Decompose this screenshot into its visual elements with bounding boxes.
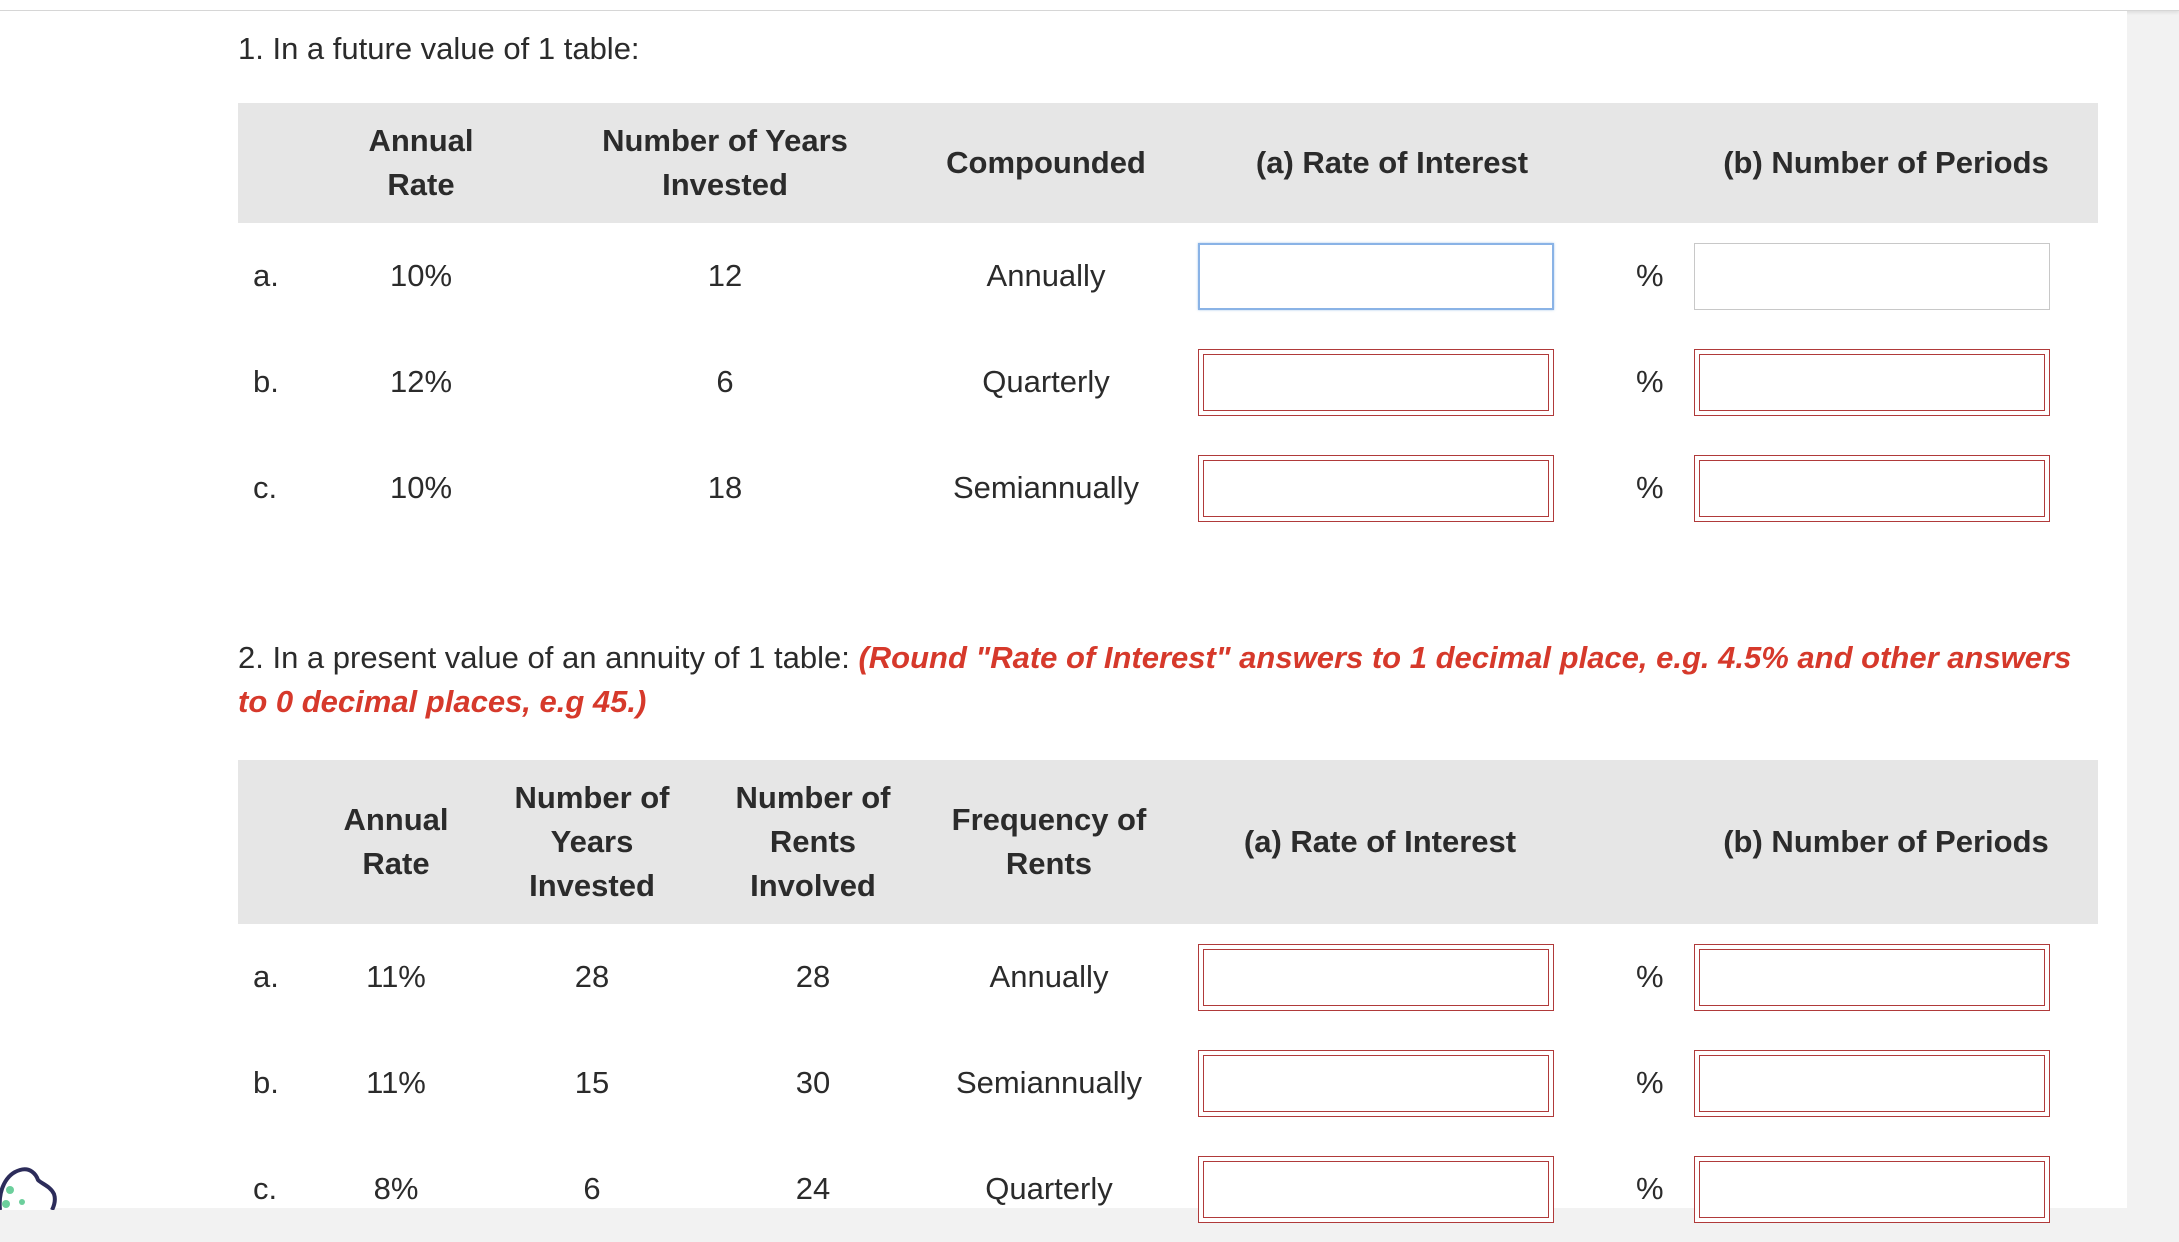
table-row	[238, 924, 2098, 1030]
compounded-value: Semiannually	[952, 470, 1140, 505]
percent-sign: %	[1636, 1065, 1664, 1100]
rate-of-interest-input[interactable]	[1198, 455, 1554, 522]
question-2-text: 2. In a present value of an annuity of 1 table:	[238, 640, 850, 675]
number-of-periods-input[interactable]	[1694, 349, 2050, 416]
annual-rate-value: 10%	[389, 258, 453, 293]
row-letter: c.	[253, 470, 278, 505]
question-1-title: 1. In a future value of 1 table:	[238, 31, 640, 66]
rate-of-interest-input[interactable]	[1198, 243, 1554, 310]
number-of-periods-input[interactable]	[1694, 1050, 2050, 1117]
frequency-value: Quarterly	[985, 1171, 1113, 1206]
question-2-title	[238, 636, 2088, 724]
top-bar	[0, 0, 2179, 11]
header-blank	[238, 103, 298, 223]
row-letter: c.	[253, 1171, 278, 1206]
compounded-value: Quarterly	[982, 364, 1110, 399]
rounding-instructions: (Round "Rate of Interest" answers to 1 decimal place, e.g. 4.5% and other answers to 0 decimal places, e.g 45.)	[238, 640, 2072, 719]
years-value: 6	[583, 1171, 601, 1206]
question-page	[0, 11, 2127, 1208]
future-value-table	[238, 103, 2098, 541]
header-rate-of-interest: (a) Rate of Interest	[1162, 760, 1598, 924]
years-value: 6	[716, 364, 734, 399]
number-of-periods-input[interactable]	[1694, 1156, 2050, 1223]
years-value: 15	[574, 1065, 610, 1100]
header-number-of-periods: (b) Number of Periods	[1674, 760, 2098, 924]
table-row	[238, 329, 2098, 435]
table-row	[238, 1136, 2098, 1242]
table-header-row	[238, 760, 2098, 924]
rents-value: 24	[795, 1171, 831, 1206]
header-frequency-of-rents: Frequency of Rents	[936, 760, 1162, 924]
table-header-row	[238, 103, 2098, 223]
header-number-of-periods: (b) Number of Periods	[1674, 103, 2098, 223]
frequency-value: Annually	[989, 959, 1109, 994]
header-rents-involved: Number of Rents Involved	[690, 760, 936, 924]
rate-of-interest-input[interactable]	[1198, 1156, 1554, 1223]
rents-value: 30	[795, 1065, 831, 1100]
number-of-periods-input[interactable]	[1694, 944, 2050, 1011]
annual-rate-value: 11%	[366, 959, 426, 994]
header-rate-of-interest: (a) Rate of Interest	[1186, 103, 1598, 223]
header-pct-spacer	[1598, 103, 1674, 223]
percent-sign: %	[1636, 959, 1664, 994]
table-row	[238, 1030, 2098, 1136]
header-blank	[238, 760, 298, 924]
row-letter: a.	[253, 959, 279, 994]
annual-rate-value: 8%	[373, 1171, 419, 1206]
percent-sign: %	[1636, 470, 1664, 505]
frequency-value: Semiannually	[955, 1065, 1143, 1100]
table-row	[238, 435, 2098, 541]
header-pct-spacer	[1598, 760, 1674, 924]
percent-sign: %	[1636, 1171, 1664, 1206]
row-letter: b.	[253, 1065, 279, 1100]
header-annual-rate: Annual Rate	[298, 103, 544, 223]
rents-value: 28	[795, 959, 831, 994]
header-years-invested: Number of Years Invested	[544, 103, 906, 223]
row-letter: a.	[253, 258, 279, 293]
annual-rate-value: 12%	[389, 364, 453, 399]
years-value: 18	[707, 470, 743, 505]
rate-of-interest-input[interactable]	[1198, 1050, 1554, 1117]
percent-sign: %	[1636, 258, 1664, 293]
years-value: 28	[574, 959, 610, 994]
header-compounded: Compounded	[906, 103, 1186, 223]
mascot-logo-icon[interactable]	[0, 1150, 72, 1210]
rate-of-interest-input[interactable]	[1198, 349, 1554, 416]
annual-rate-value: 10%	[389, 470, 453, 505]
table-row	[238, 223, 2098, 329]
row-letter: b.	[253, 364, 279, 399]
number-of-periods-input[interactable]	[1694, 455, 2050, 522]
compounded-value: Annually	[986, 258, 1106, 293]
header-annual-rate: Annual Rate	[298, 760, 494, 924]
number-of-periods-input[interactable]	[1694, 243, 2050, 310]
percent-sign: %	[1636, 364, 1664, 399]
header-years-invested: Number of Years Invested	[494, 760, 690, 924]
present-value-annuity-table	[238, 760, 2098, 1242]
annual-rate-value: 11%	[366, 1065, 426, 1100]
rate-of-interest-input[interactable]	[1198, 944, 1554, 1011]
years-value: 12	[707, 258, 743, 293]
